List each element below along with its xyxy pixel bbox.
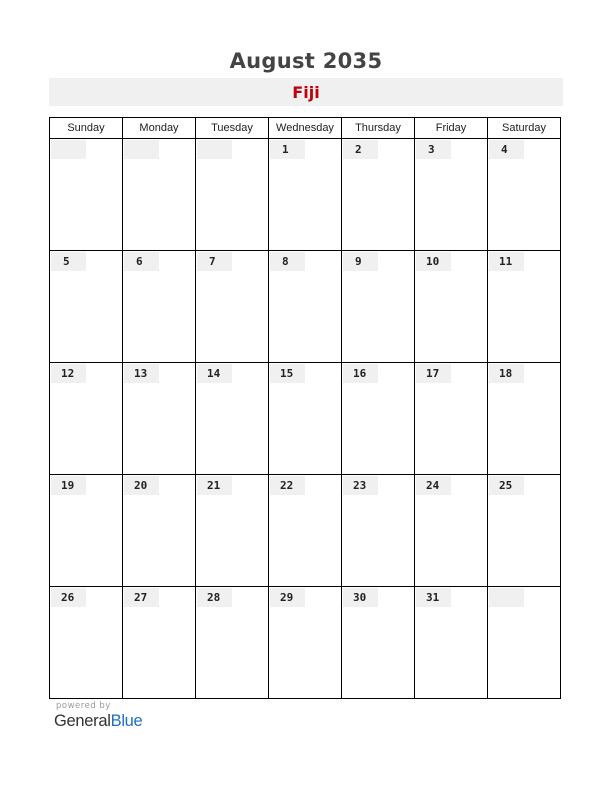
weekday-sunday: Sunday (50, 118, 123, 138)
date-number: 29 (270, 588, 305, 607)
date-number (51, 140, 86, 159)
date-number: 26 (51, 588, 86, 607)
day-cell (50, 475, 123, 586)
week-row (50, 251, 561, 363)
date-number: 13 (124, 364, 159, 383)
day-cell (415, 251, 488, 362)
day-cell (269, 587, 342, 698)
date-number: 7 (197, 252, 232, 271)
day-cell (269, 363, 342, 474)
date-number: 12 (51, 364, 86, 383)
day-cell (123, 251, 196, 362)
date-number: 8 (270, 252, 305, 271)
date-number: 5 (51, 252, 86, 271)
weekday-wednesday: Wednesday (269, 118, 342, 138)
week-row (50, 363, 561, 475)
day-cell (123, 363, 196, 474)
day-cell (269, 139, 342, 250)
day-cell (196, 475, 269, 586)
day-cell (342, 587, 415, 698)
date-number: 25 (489, 476, 524, 495)
calendar-title: August 2035 (229, 49, 383, 73)
day-cell (488, 587, 561, 698)
date-number: 17 (416, 364, 451, 383)
weekday-saturday: Saturday (488, 118, 561, 138)
date-number: 1 (270, 140, 305, 159)
date-number: 2 (343, 140, 378, 159)
date-number: 11 (489, 252, 524, 271)
weeks-container (50, 139, 561, 699)
day-cell (415, 363, 488, 474)
day-cell (415, 139, 488, 250)
day-cell (415, 587, 488, 698)
day-cell (196, 251, 269, 362)
date-number: 15 (270, 364, 305, 383)
day-cell (342, 363, 415, 474)
day-cell (415, 475, 488, 586)
day-cell (196, 363, 269, 474)
date-number: 18 (489, 364, 524, 383)
weekday-friday: Friday (415, 118, 488, 138)
weekday-thursday: Thursday (342, 118, 415, 138)
day-cell (488, 139, 561, 250)
calendar-grid (49, 117, 561, 699)
day-cell (342, 475, 415, 586)
date-number: 6 (124, 252, 159, 271)
date-number: 22 (270, 476, 305, 495)
date-number: 14 (197, 364, 232, 383)
date-number: 4 (489, 140, 524, 159)
day-cell (50, 363, 123, 474)
date-number: 20 (124, 476, 159, 495)
country-name: Fiji (292, 83, 320, 102)
weekday-tuesday: Tuesday (196, 118, 269, 138)
date-number: 9 (343, 252, 378, 271)
date-number: 10 (416, 252, 451, 271)
date-number: 23 (343, 476, 378, 495)
day-cell (269, 251, 342, 362)
day-cell (488, 363, 561, 474)
day-cell (269, 475, 342, 586)
day-cell (50, 587, 123, 698)
day-cell (123, 587, 196, 698)
date-number: 28 (197, 588, 232, 607)
powered-by-label: powered by (56, 701, 111, 711)
day-cell (342, 251, 415, 362)
date-number: 27 (124, 588, 159, 607)
day-cell (196, 587, 269, 698)
generalblue-logo[interactable] (54, 712, 142, 731)
brand-blue-text: Blue (110, 712, 143, 730)
week-row (50, 139, 561, 251)
week-row (50, 587, 561, 699)
date-number: 30 (343, 588, 378, 607)
day-cell (50, 251, 123, 362)
day-cell (342, 139, 415, 250)
week-row (50, 475, 561, 587)
weekday-header-row (50, 118, 561, 139)
date-number: 3 (416, 140, 451, 159)
day-cell (196, 139, 269, 250)
day-cell (488, 251, 561, 362)
date-number (197, 140, 232, 159)
day-cell (123, 139, 196, 250)
day-cell (488, 475, 561, 586)
date-number: 31 (416, 588, 451, 607)
date-number: 16 (343, 364, 378, 383)
date-number (124, 140, 159, 159)
date-number (489, 588, 524, 607)
brand-general-text: General (54, 712, 111, 730)
weekday-monday: Monday (123, 118, 196, 138)
day-cell (123, 475, 196, 586)
date-number: 24 (416, 476, 451, 495)
day-cell (50, 139, 123, 250)
date-number: 19 (51, 476, 86, 495)
date-number: 21 (197, 476, 232, 495)
